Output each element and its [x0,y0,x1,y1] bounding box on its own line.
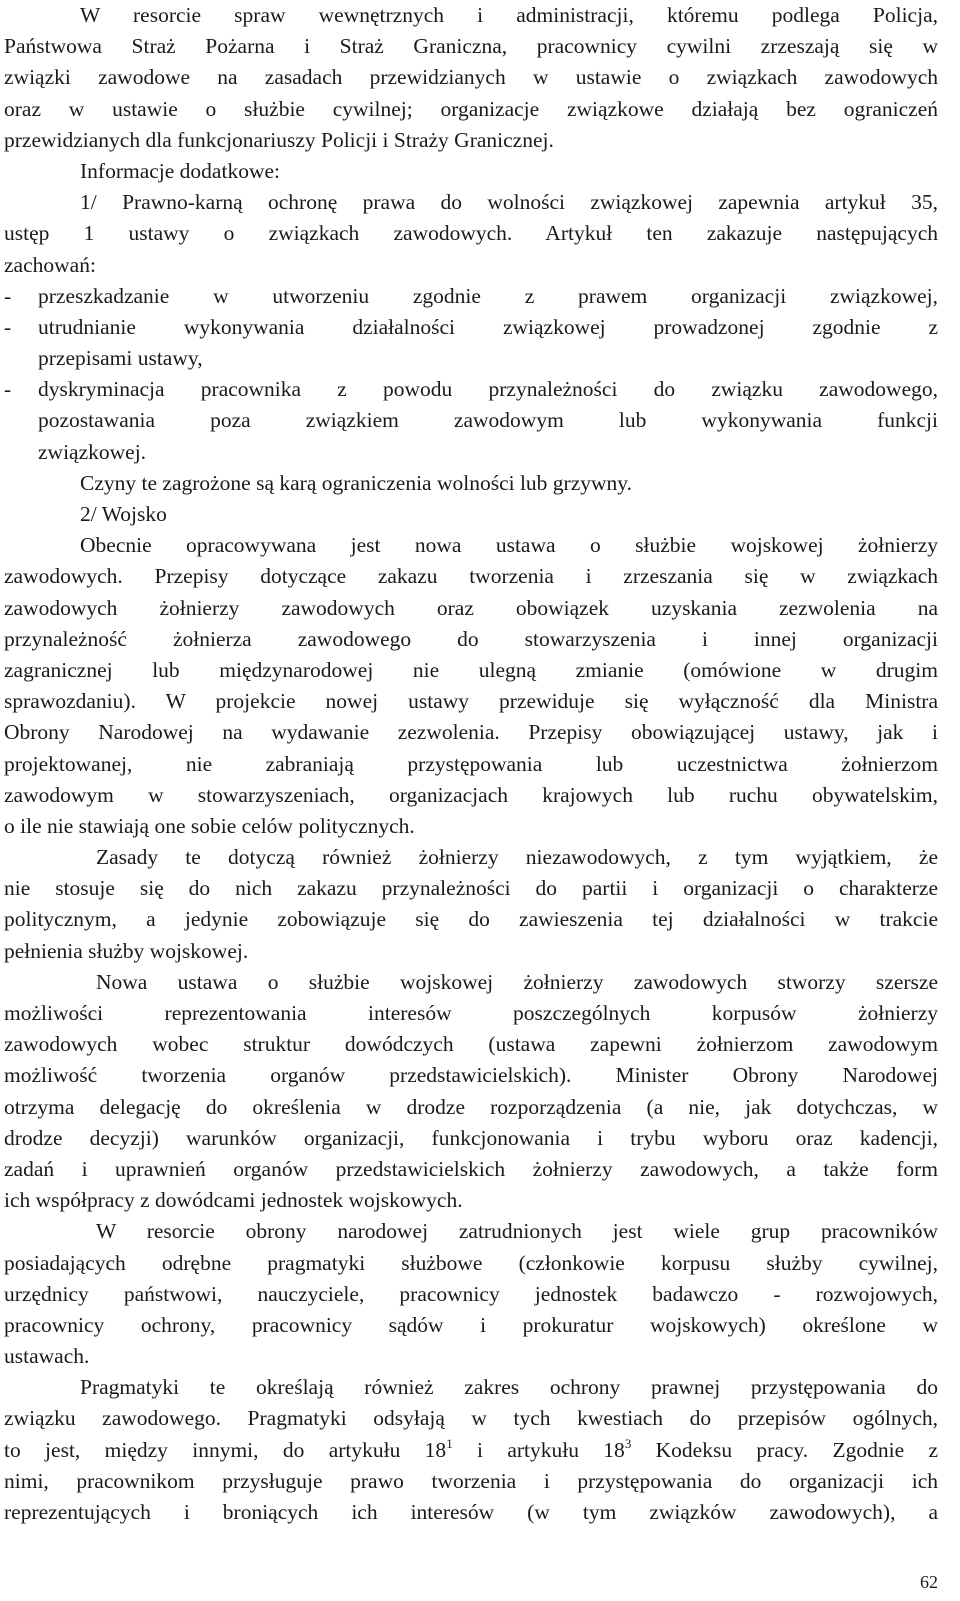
text-line: związku zawodowego. Pragmatyki odsyłają w tych kwestiach do przepisów ogólnych, [4,1406,938,1431]
text-line: Informacje dodatkowe: [80,158,280,183]
text-line: Obrony Narodowej na wydawanie zezwolenia. Przepisy obowiązującej ustawy, jak i [4,720,938,745]
text-line: zagranicznej lub międzynarodowej nie ulegną zmianie (omówione w drugim [4,657,938,682]
text-line: Państwowa Straż Pożarna i Straż Graniczna, pracownicy cywilni zrzeszają się w [4,34,938,59]
text-line: W resorcie obrony narodowej zatrudnionych jest wiele grup pracowników [96,1219,938,1244]
text-line: przepisami ustawy, [38,346,203,371]
text-line: Czyny te zagrożone są karą ograniczenia wolności lub grzywny. [80,470,633,495]
text-line: sprawozdaniu). W projekcie nowej ustawy przewiduje się wyłączność dla Ministra [4,689,938,714]
text-line: możliwości reprezentowania interesów poszczególnych korpusów żołnierzy [4,1001,938,1025]
text-line: zawodowych. Przepisy dotyczące zakazu tworzenia i zrzeszania się w związkach [4,564,938,589]
text-line: politycznym, a jedynie zobowiązuje się do zawieszenia tej działalności w trakcie [4,907,938,932]
text-line: zawodowym w stowarzyszeniach, organizacjach krajowych lub ruchu obywatelskim, [4,782,938,807]
text-line: ustęp 1 ustawy o związkach zawodowych. Artykuł ten zakazuje następujących [4,221,938,246]
text-line: zadań i uprawnień organów przedstawicielskich żołnierzy zawodowych, a także form [4,1156,938,1181]
superscript: 1 [446,1435,453,1451]
list-item-text: dyskryminacja pracownika z powodu przynależności do związku zawodowego, [38,377,938,402]
text-fragment: i artykułu 18 [452,1437,625,1462]
text-line: posiadających odrębne pragmatyki służbowe (członkowie korpusu służby cywilnej, [4,1250,938,1275]
section-heading: 2/ Wojsko [80,502,167,526]
text-line: nimi, pracownikom przysługuje prawo tworzenia i przystępowania do organizacji ich [4,1468,938,1493]
text-line: oraz w ustawie o służbie cywilnej; organizacje związkowe działają bez ograniczeń [4,96,938,121]
text-fragment: Kodeksu pracy. Zgodnie z [631,1437,938,1462]
text-line: zawodowych żołnierzy zawodowych oraz obowiązek uzyskania zezwolenia na [4,595,938,620]
superscript: 3 [624,1435,632,1451]
list-dash: - [4,314,12,339]
text-line: zawodowych wobec struktur dowódczych (ustawa zapewni żołnierzom zawodowym [4,1032,938,1057]
text-line: Zasady te dotyczą również żołnierzy niezawodowych, z tym wyjątkiem, że [96,845,938,870]
text-line: o ile nie stawiają one sobie celów politycznych. [4,813,415,838]
list-item [4,281,938,312]
text-line: ich współpracy z dowódcami jednostek wojskowych. [4,1188,463,1213]
text-line: możliwość tworzenia organów przedstawicielskich). Minister Obrony Narodowej [4,1063,938,1088]
page-number: 62 [920,1572,938,1592]
text-line: pozostawania poza związkiem zawodowym lub wykonywania funkcji [38,408,938,433]
text-line-with-superscripts [4,1435,938,1466]
text-line: związki zawodowe na zasadach przewidzianych w ustawie o związkach zawodowych [4,65,938,90]
text-line: Pragmatyki te określają również zakres ochrony prawnej przystępowania do [80,1375,938,1400]
text-line: pełnienia służby wojskowej. [4,938,249,963]
text-line: pracownicy ochrony, pracownicy sądów i prokuratur wojskowych) określone w [4,1312,938,1337]
text-line: W resorcie spraw wewnętrznych i administracji, któremu podlega Policja, [80,3,938,27]
list-item [4,374,938,405]
text-line: Nowa ustawa o służbie wojskowej żołnierzy zawodowych stworzy szersze [96,969,938,994]
text-line: zachowań: [4,252,96,277]
list-dash: - [4,283,12,308]
text-line: reprezentujących i broniących ich interesów (w tym związków zawodowych), a [4,1500,938,1524]
text-line: urzędnicy państwowi, nauczyciele, pracownicy jednostek badawczo - rozwojowych, [4,1281,938,1306]
text-line: przewidzianych dla funkcjonariuszy Policji i Straży Granicznej. [4,127,554,152]
text-fragment: to jest, między innymi, do artykułu 18 [4,1437,447,1462]
text-line: przynależność żołnierza zawodowego do stowarzyszenia i innej organizacji [4,626,938,651]
list-item-text: utrudnianie wykonywania działalności związkowej prowadzonej zgodnie z [38,314,938,339]
text-line: drodze decyzji) warunków organizacji, funkcjonowania i trybu wyboru oraz kadencji, [4,1125,938,1150]
text-line: projektowanej, nie zabraniają przystępowania lub uczestnictwa żołnierzom [4,751,938,776]
list-dash: - [4,377,12,402]
list-item [4,312,938,343]
text-line: ustawach. [4,1344,90,1369]
text-line: związkowej. [38,439,147,464]
list-item-text: przeszkadzanie w utworzeniu zgodnie z prawem organizacji związkowej, [38,283,938,308]
text-line: nie stosuje się do nich zakazu przynależności do partii i organizacji o charakterze [4,876,938,901]
text-line: Obecnie opracowywana jest nowa ustawa o służbie wojskowej żołnierzy [80,533,938,558]
document-page [4,0,938,1528]
text-line: otrzyma delegację do określenia w drodze rozporządzenia (a nie, jak dotychczas, w [4,1094,938,1119]
text-line: 1/ Prawno-karną ochronę prawa do wolności związkowej zapewnia artykuł 35, [80,190,938,215]
